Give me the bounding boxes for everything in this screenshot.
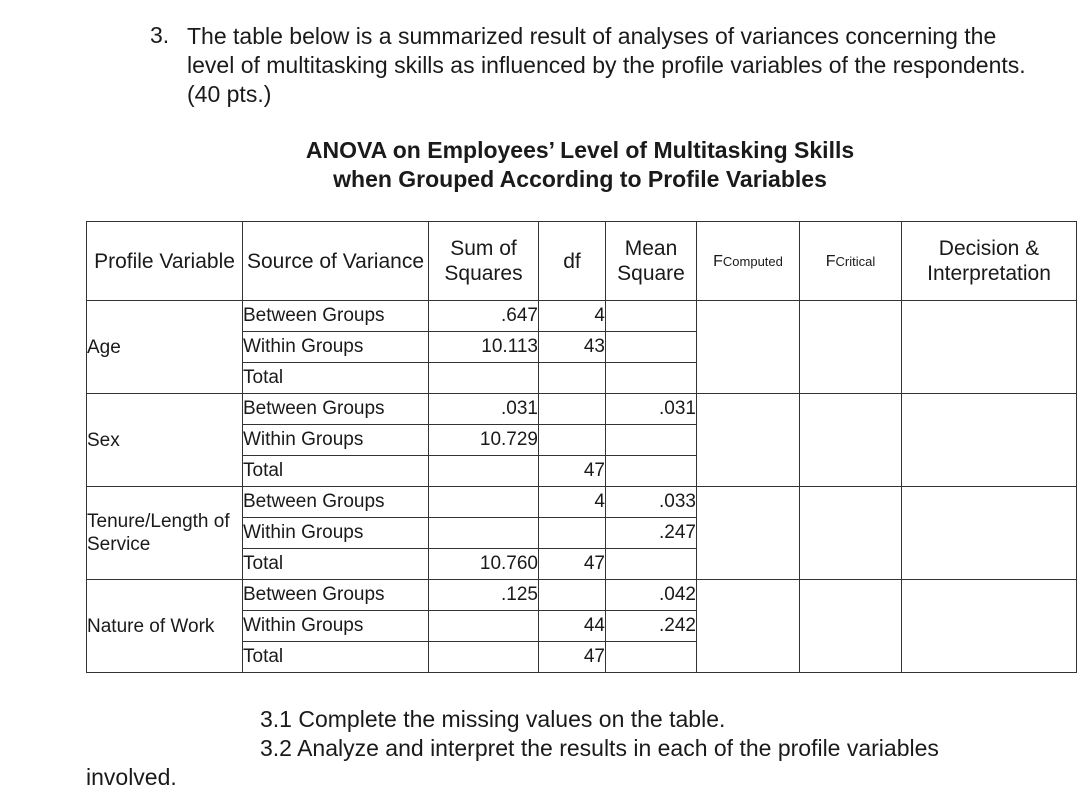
table-row [87, 301, 1077, 332]
table-title [0, 136, 1080, 194]
df-cell [539, 363, 606, 394]
f-critical-main: F [825, 252, 836, 270]
ms-cell [606, 642, 697, 673]
df-cell [539, 580, 606, 611]
instruction-item-2-continuation: involved. [86, 764, 177, 790]
question-number: 3. [150, 22, 170, 48]
source-cell: Total [243, 456, 429, 487]
f-computed-cell [697, 301, 800, 394]
table-title-line2: when Grouped According to Profile Variables [333, 166, 827, 192]
decision-cell [902, 301, 1077, 394]
header-df: df [539, 222, 606, 301]
header-f-computed [697, 222, 800, 301]
f-computed-cell [697, 580, 800, 673]
df-cell: 47 [539, 456, 606, 487]
ms-cell: .242 [606, 611, 697, 642]
source-cell: Between Groups [243, 394, 429, 425]
f-computed-cell [697, 394, 800, 487]
df-cell: 43 [539, 332, 606, 363]
header-mean-square: Mean Square [606, 222, 697, 301]
decision-cell [902, 487, 1077, 580]
source-cell: Total [243, 363, 429, 394]
ss-cell: .031 [429, 394, 539, 425]
f-computed-cell [697, 487, 800, 580]
source-cell: Total [243, 642, 429, 673]
source-cell: Between Groups [243, 487, 429, 518]
header-decision-interpretation: Decision & Interpretation [902, 222, 1077, 301]
ss-cell: 10.760 [429, 549, 539, 580]
source-cell: Total [243, 549, 429, 580]
ms-cell [606, 425, 697, 456]
ss-cell [429, 518, 539, 549]
f-critical-cell [800, 487, 902, 580]
table-row [87, 580, 1077, 611]
ms-cell [606, 549, 697, 580]
table-row [87, 487, 1077, 518]
f-critical-sub: Critical [835, 253, 876, 269]
f-critical-cell [800, 301, 902, 394]
header-sum-of-squares: Sum of Squares [429, 222, 539, 301]
df-cell [539, 518, 606, 549]
ms-cell [606, 332, 697, 363]
ss-cell: .647 [429, 301, 539, 332]
f-critical-cell [800, 580, 902, 673]
table-row [87, 394, 1077, 425]
header-profile-variable: Profile Variable [87, 222, 243, 301]
ms-cell: .031 [606, 394, 697, 425]
f-computed-main: F [713, 252, 723, 270]
ss-cell [429, 456, 539, 487]
source-cell: Within Groups [243, 518, 429, 549]
source-cell: Between Groups [243, 580, 429, 611]
profile-variable-cell: Nature of Work [87, 580, 243, 673]
profile-variable-cell: Age [87, 301, 243, 394]
df-cell: 4 [539, 301, 606, 332]
source-cell: Within Groups [243, 611, 429, 642]
instruction-item-2: 3.2 Analyze and interpret the results in each of the profile variables [260, 735, 939, 761]
ss-cell [429, 487, 539, 518]
instruction-item-1: 3.1 Complete the missing values on the table. [260, 706, 726, 732]
source-cell: Within Groups [243, 425, 429, 456]
f-computed-sub: Computed [722, 253, 783, 269]
df-cell: 44 [539, 611, 606, 642]
ms-cell [606, 456, 697, 487]
header-f-critical [800, 222, 902, 301]
f-critical-cell [800, 394, 902, 487]
header-row [87, 222, 1077, 301]
ss-cell [429, 611, 539, 642]
df-cell [539, 394, 606, 425]
ms-cell [606, 363, 697, 394]
profile-variable-cell: Tenure/Length of Service [87, 487, 243, 580]
header-source-of-variance: Source of Variance [243, 222, 429, 301]
ss-cell: .125 [429, 580, 539, 611]
ss-cell [429, 363, 539, 394]
anova-table [86, 221, 1077, 673]
source-cell: Between Groups [243, 301, 429, 332]
ss-cell [429, 642, 539, 673]
df-cell: 47 [539, 549, 606, 580]
table-title-line1: ANOVA on Employees’ Level of Multitasking Skills [305, 137, 855, 163]
ms-cell: .247 [606, 518, 697, 549]
ss-cell: 10.729 [429, 425, 539, 456]
ss-cell: 10.113 [429, 332, 539, 363]
ms-cell [606, 301, 697, 332]
question-text: The table below is a summarized result of analyses of variances concerning the level of multitasking skills as influenced by the profile variables of the respondents. (40 pts.) [187, 23, 1026, 107]
ms-cell: .042 [606, 580, 697, 611]
df-cell: 47 [539, 642, 606, 673]
decision-cell [902, 394, 1077, 487]
df-cell [539, 425, 606, 456]
decision-cell [902, 580, 1077, 673]
ms-cell: .033 [606, 487, 697, 518]
df-cell: 4 [539, 487, 606, 518]
profile-variable-cell: Sex [87, 394, 243, 487]
instructions [260, 705, 939, 763]
source-cell: Within Groups [243, 332, 429, 363]
